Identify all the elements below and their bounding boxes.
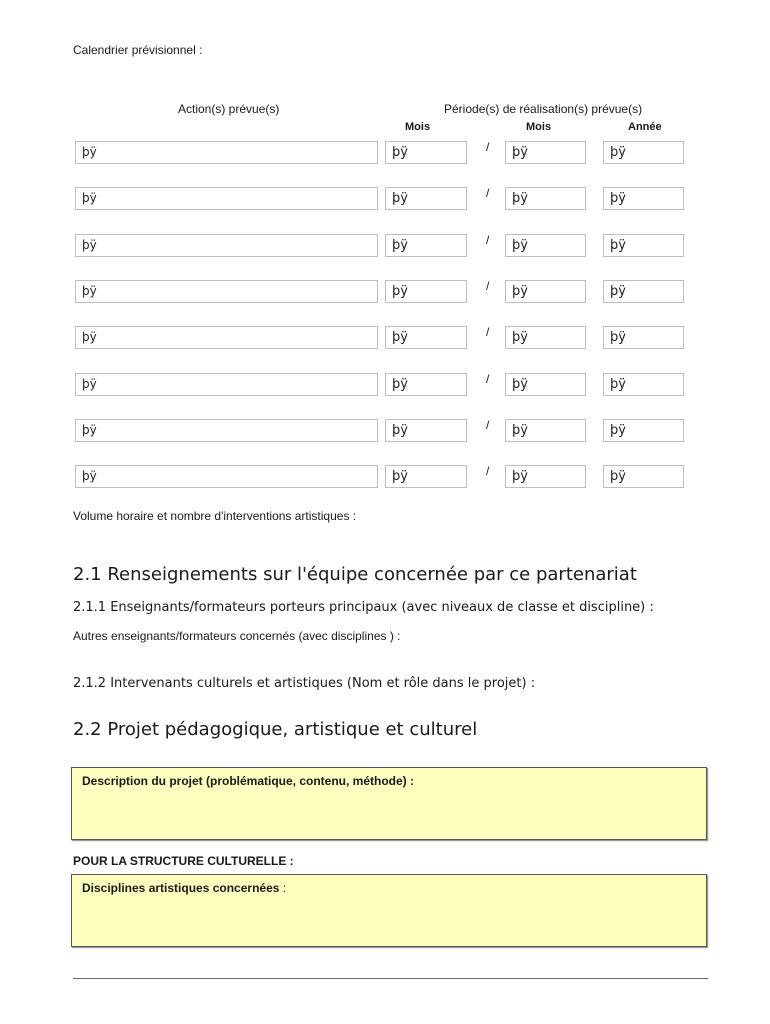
annee-field[interactable]: þÿ <box>603 234 684 257</box>
sub-header-annee: Année <box>628 121 662 133</box>
action-field[interactable]: þÿ <box>75 234 378 257</box>
mois-end-field[interactable]: þÿ <box>505 465 586 488</box>
mois-start-field[interactable]: þÿ <box>385 234 467 257</box>
section-2-1-heading: 2.1 Renseignements sur l'équipe concernée par ce partenariat <box>73 564 637 585</box>
section-2-2-heading: 2.2 Projet pédagogique, artistique et culturel <box>73 719 478 740</box>
mois-start-field[interactable]: þÿ <box>385 141 467 164</box>
period-separator: / <box>486 372 490 386</box>
mois-start-field[interactable]: þÿ <box>385 280 467 303</box>
autres-enseignants-label: Autres enseignants/formateurs concernés (avec disciplines ) : <box>73 629 401 643</box>
mois-start-field[interactable]: þÿ <box>385 326 467 349</box>
action-field[interactable]: þÿ <box>75 141 378 164</box>
action-field[interactable]: þÿ <box>75 187 378 210</box>
mois-end-field[interactable]: þÿ <box>505 280 586 303</box>
action-field[interactable]: þÿ <box>75 280 378 303</box>
description-box[interactable] <box>71 767 707 840</box>
subsection-2-1-1: 2.1.1 Enseignants/formateurs porteurs principaux (avec niveaux de classe et discipline) : <box>73 600 654 615</box>
disciplines-label: Disciplines artistiques concernées <box>82 881 280 895</box>
annee-field[interactable]: þÿ <box>603 419 684 442</box>
period-separator: / <box>486 186 490 200</box>
period-separator: / <box>486 464 490 478</box>
mois-end-field[interactable]: þÿ <box>505 326 586 349</box>
disciplines-box[interactable] <box>71 874 707 947</box>
sub-header-mois-2: Mois <box>526 121 552 133</box>
action-field[interactable]: þÿ <box>75 465 378 488</box>
annee-field[interactable]: þÿ <box>603 326 684 349</box>
annee-field[interactable]: þÿ <box>603 465 684 488</box>
disciplines-colon: : <box>279 881 287 895</box>
description-label: Description du projet (problématique, contenu, méthode) : <box>82 774 415 788</box>
mois-start-field[interactable]: þÿ <box>385 187 467 210</box>
action-field[interactable]: þÿ <box>75 419 378 442</box>
annee-field[interactable]: þÿ <box>603 280 684 303</box>
mois-start-field[interactable]: þÿ <box>385 419 467 442</box>
annee-field[interactable]: þÿ <box>603 373 684 396</box>
period-separator: / <box>486 279 490 293</box>
annee-field[interactable]: þÿ <box>603 187 684 210</box>
mois-start-field[interactable]: þÿ <box>385 373 467 396</box>
col-period-header: Période(s) de réalisation(s) prévue(s) <box>444 102 643 116</box>
mois-end-field[interactable]: þÿ <box>505 373 586 396</box>
period-separator: / <box>486 233 490 247</box>
mois-end-field[interactable]: þÿ <box>505 141 586 164</box>
period-separator: / <box>486 325 490 339</box>
mois-end-field[interactable]: þÿ <box>505 187 586 210</box>
sub-header-mois-1: Mois <box>405 121 431 133</box>
action-field[interactable]: þÿ <box>75 373 378 396</box>
subsection-2-1-2: 2.1.2 Intervenants culturels et artistiques (Nom et rôle dans le projet) : <box>73 676 536 691</box>
mois-start-field[interactable]: þÿ <box>385 465 467 488</box>
col-action-header: Action(s) prévue(s) <box>178 102 280 116</box>
action-field[interactable]: þÿ <box>75 326 378 349</box>
page-divider <box>73 978 708 979</box>
period-separator: / <box>486 140 490 154</box>
mois-end-field[interactable]: þÿ <box>505 419 586 442</box>
calendar-title: Calendrier prévisionnel : <box>73 43 203 57</box>
volume-label: Volume horaire et nombre d'interventions artistiques : <box>73 509 357 523</box>
annee-field[interactable]: þÿ <box>603 141 684 164</box>
mois-end-field[interactable]: þÿ <box>505 234 586 257</box>
structure-culturelle-label: POUR LA STRUCTURE CULTURELLE : <box>73 854 294 868</box>
period-separator: / <box>486 418 490 432</box>
